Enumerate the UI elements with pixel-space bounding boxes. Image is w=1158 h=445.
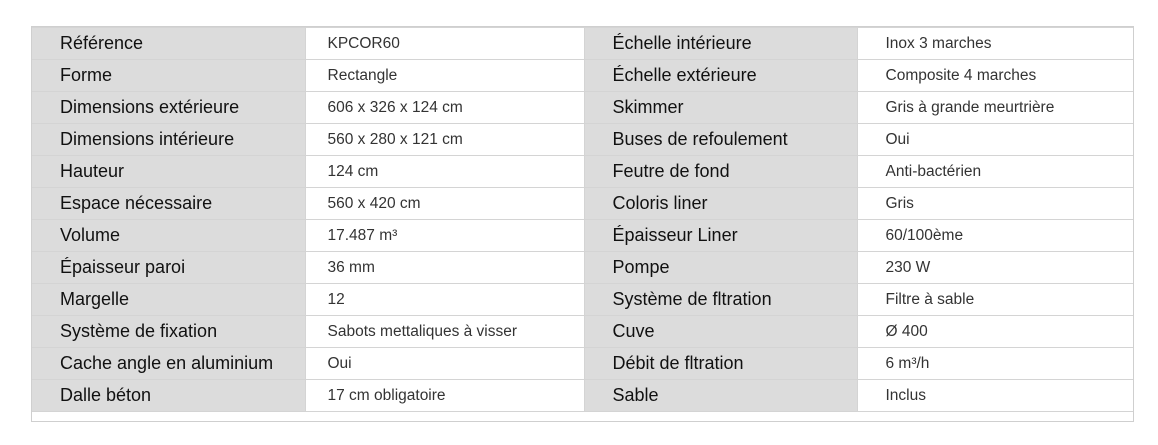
spec-value: Inclus [857,380,1133,412]
spec-label: Échelle intérieure [584,28,857,60]
spec-value: Composite 4 marches [857,60,1133,92]
table-row [32,124,1133,156]
spec-label: Dalle béton [32,380,305,412]
spec-value: 606 x 326 x 124 cm [305,92,584,124]
spec-value: Gris [857,188,1133,220]
table-row [32,284,1133,316]
spec-label: Épaisseur Liner [584,220,857,252]
spec-value: Gris à grande meurtrière [857,92,1133,124]
specifications-body [32,28,1133,412]
spec-value: Rectangle [305,60,584,92]
spec-label: Margelle [32,284,305,316]
spec-label: Coloris liner [584,188,857,220]
spec-value: Ø 400 [857,316,1133,348]
spec-value: Oui [305,348,584,380]
table-row [32,156,1133,188]
spec-value: Anti-bactérien [857,156,1133,188]
table-row [32,220,1133,252]
spec-label: Épaisseur paroi [32,252,305,284]
specifications-table [32,27,1134,412]
spec-value: 36 mm [305,252,584,284]
spec-value: 560 x 420 cm [305,188,584,220]
spec-value: Filtre à sable [857,284,1133,316]
table-row [32,188,1133,220]
spec-value: 12 [305,284,584,316]
spec-value: Sabots mettaliques à visser [305,316,584,348]
spec-label: Cache angle en aluminium [32,348,305,380]
spec-label: Skimmer [584,92,857,124]
spec-value: 6 m³/h [857,348,1133,380]
spec-value: 60/100ème [857,220,1133,252]
spec-value: KPCOR60 [305,28,584,60]
table-row [32,380,1133,412]
spec-label: Système de fixation [32,316,305,348]
spec-label: Espace nécessaire [32,188,305,220]
spec-value: 17 cm obligatoire [305,380,584,412]
spec-label: Débit de fltration [584,348,857,380]
spec-label: Cuve [584,316,857,348]
spec-label: Dimensions intérieure [32,124,305,156]
spec-label: Forme [32,60,305,92]
spec-label: Système de fltration [584,284,857,316]
spec-value: Inox 3 marches [857,28,1133,60]
spec-label: Dimensions extérieure [32,92,305,124]
table-row [32,252,1133,284]
table-row [32,92,1133,124]
spec-label: Hauteur [32,156,305,188]
spec-label: Échelle extérieure [584,60,857,92]
table-row [32,60,1133,92]
spec-value: 230 W [857,252,1133,284]
spec-label: Volume [32,220,305,252]
table-row [32,348,1133,380]
spec-label: Feutre de fond [584,156,857,188]
spec-label: Pompe [584,252,857,284]
spec-label: Buses de refoulement [584,124,857,156]
spec-label: Sable [584,380,857,412]
spec-label: Référence [32,28,305,60]
spec-value: 17.487 m³ [305,220,584,252]
table-row [32,316,1133,348]
table-row [32,28,1133,60]
spec-value: Oui [857,124,1133,156]
spec-value: 560 x 280 x 121 cm [305,124,584,156]
spec-value: 124 cm [305,156,584,188]
